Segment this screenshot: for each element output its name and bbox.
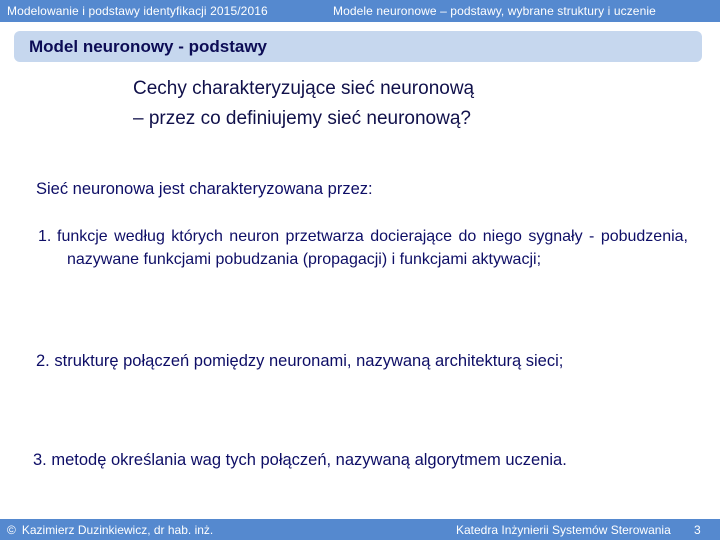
list-item-text: strukturę połączeń pomiędzy neuronami, nazywaną architekturą sieci;	[54, 352, 564, 370]
footer-author-block	[7, 520, 213, 540]
footer-bar	[0, 519, 720, 540]
list-item-text: metodę określania wag tych połączeń, nazywaną algorytmem uczenia.	[51, 451, 567, 469]
footer-author: Kazimierz Duzinkiewicz, dr hab. inż.	[21, 523, 214, 537]
slide-subtitle	[133, 74, 474, 134]
list-item-number: 1.	[38, 228, 52, 245]
header-bar	[0, 0, 720, 22]
lecture-title: Modele neuronowe – podstawy, wybrane struktury i uczenie	[333, 4, 656, 18]
slide-title-bar	[14, 31, 702, 62]
page-number: 3	[694, 523, 701, 537]
slide-title: Model neuronowy - podstawy	[29, 37, 268, 56]
subtitle-line-2: – przez co definiujemy sieć neuronową?	[133, 108, 471, 129]
list-item-text: funkcje według których neuron przetwarza docierające do niego sygnały - pobudzenia, nazywane funkcjami pobudzania (propagacji) i funkcjami aktywacji;	[57, 228, 688, 268]
list-item-number: 3.	[33, 451, 47, 469]
list-item-number: 2.	[36, 352, 50, 370]
list-item	[38, 226, 688, 271]
subtitle-line-1: Cechy charakteryzujące sieć neuronową	[133, 78, 475, 99]
intro-text: Sieć neuronowa jest charakteryzowana przez:	[36, 180, 373, 198]
copyright-icon: ©	[7, 523, 16, 537]
course-title: Modelowanie i podstawy identyfikacji 2015/2016	[7, 4, 268, 18]
footer-department: Katedra Inżynierii Systemów Sterowania	[456, 523, 671, 537]
list-item	[33, 449, 683, 472]
list-item	[36, 350, 686, 373]
